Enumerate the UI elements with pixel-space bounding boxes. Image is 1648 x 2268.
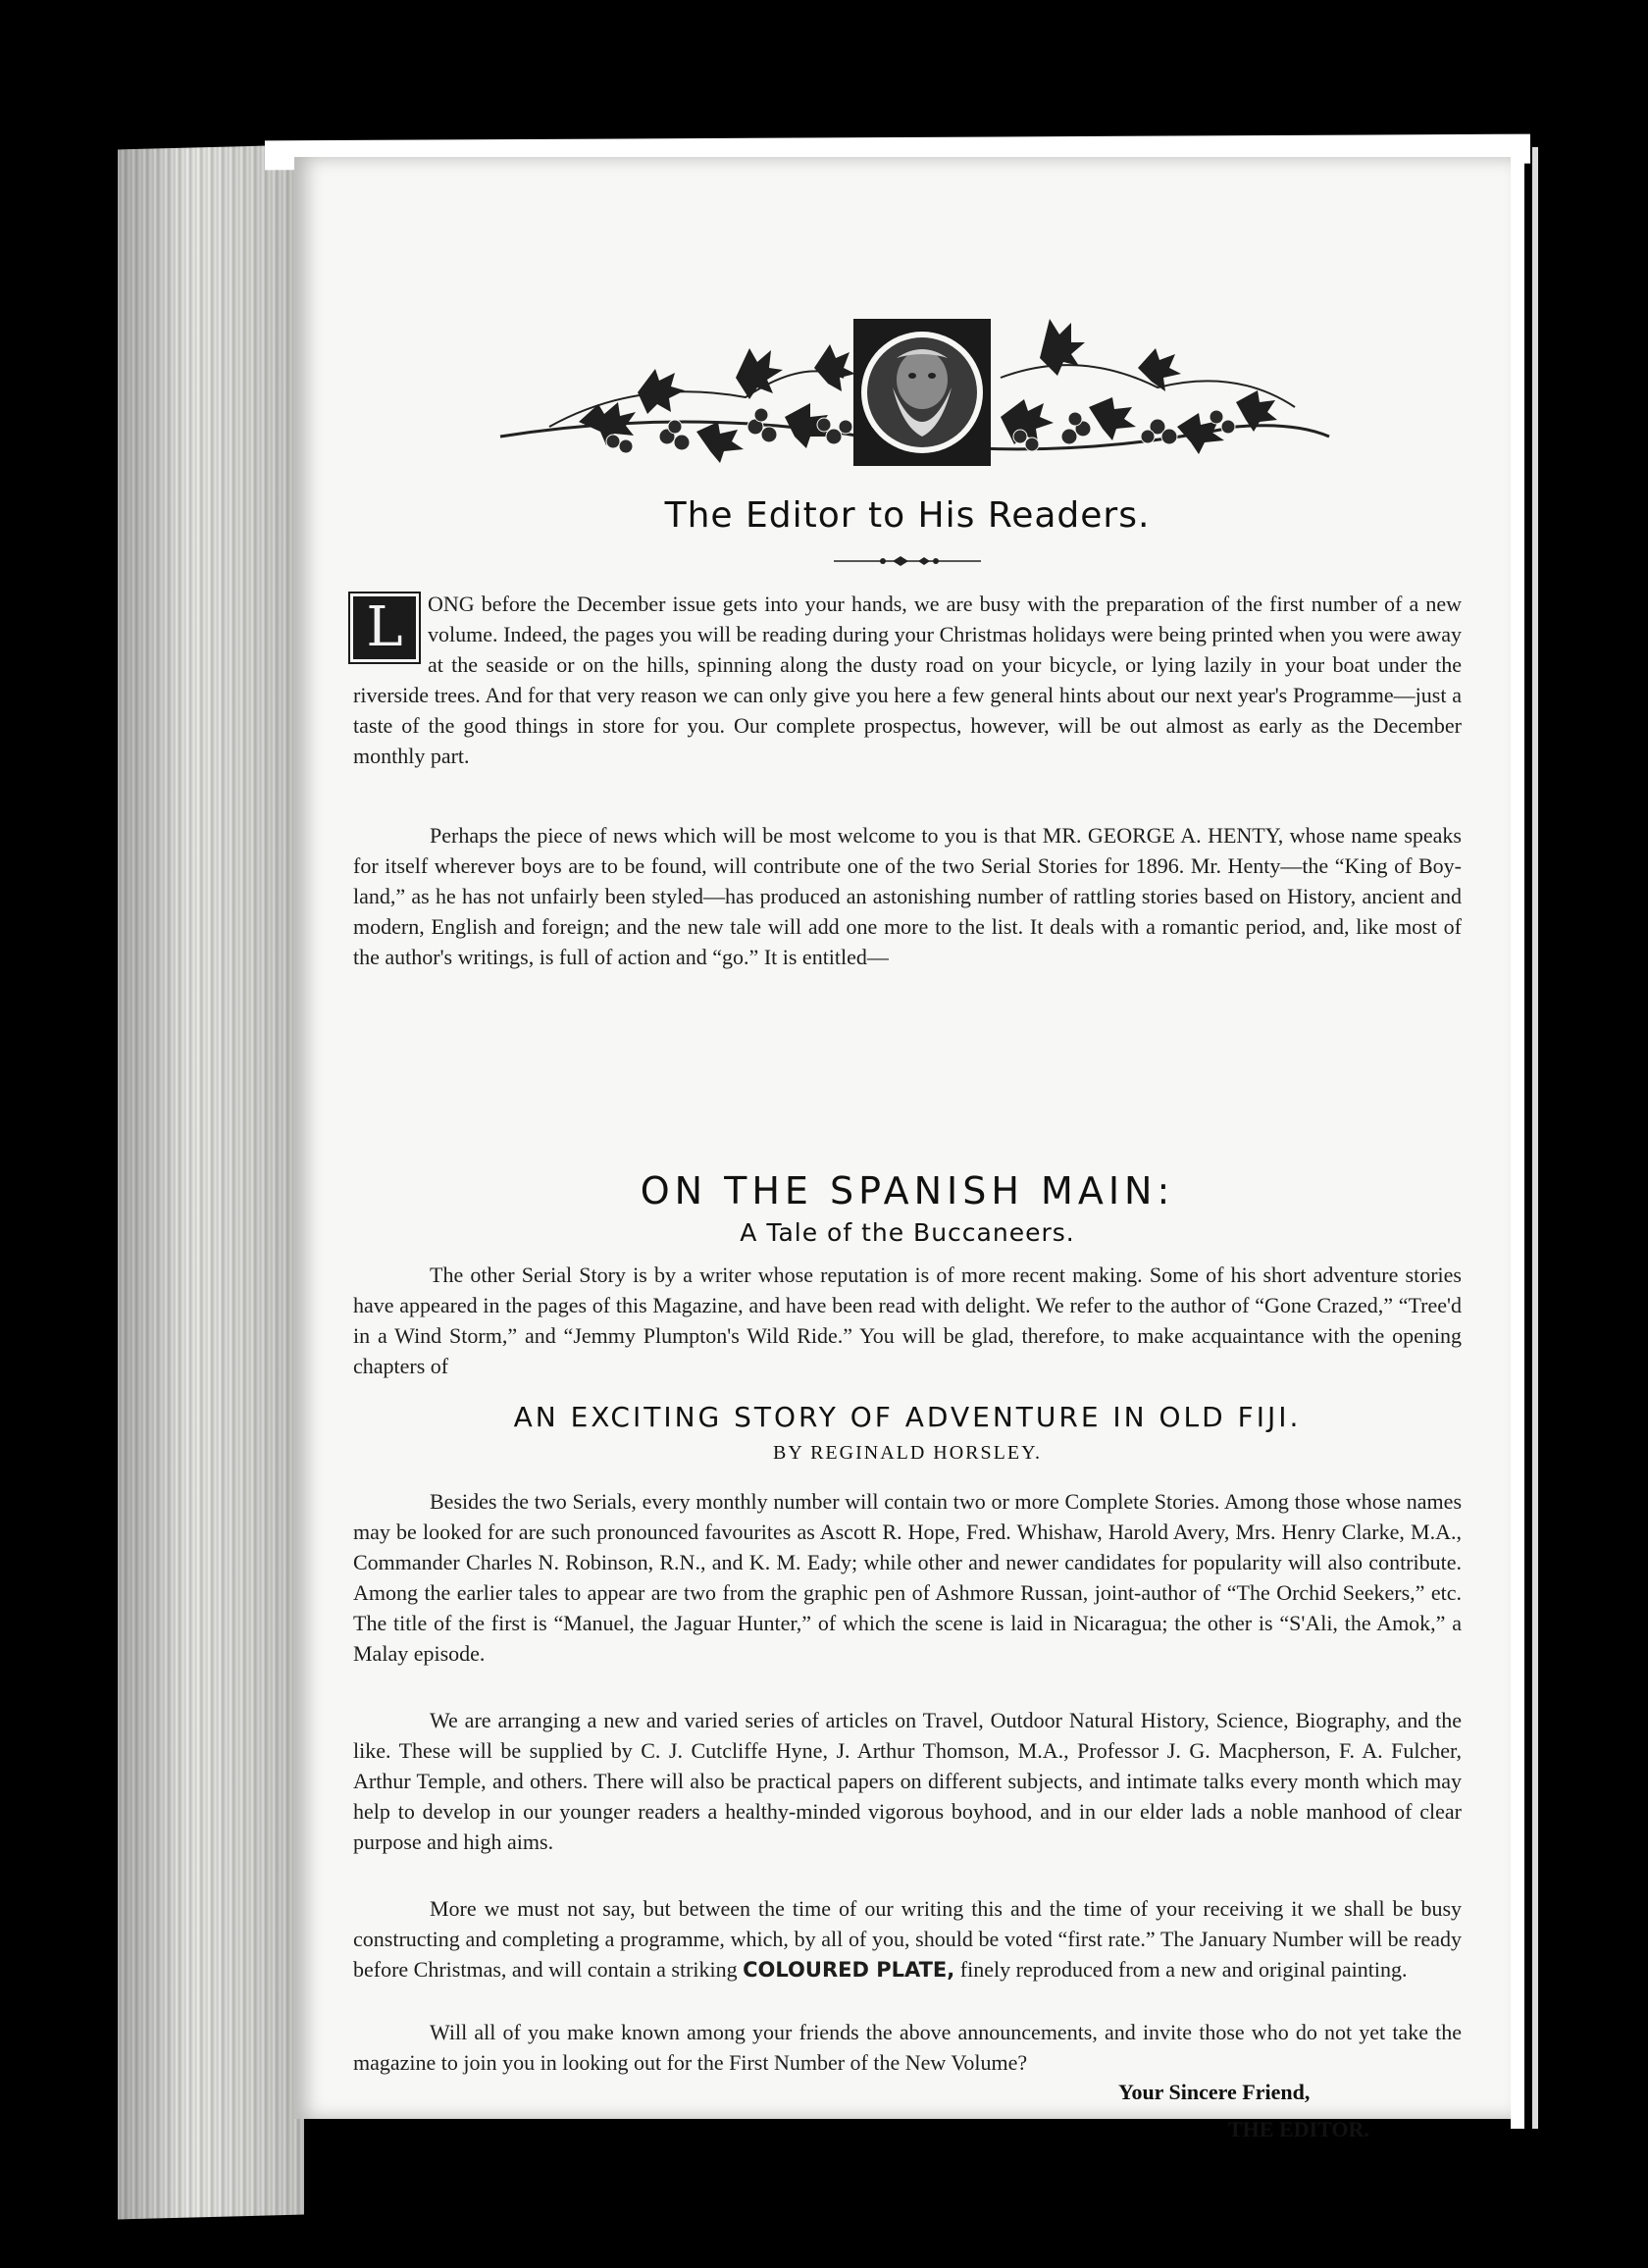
article-title: The Editor to His Readers. <box>664 495 1151 536</box>
drop-cap: L <box>353 596 416 659</box>
paragraph-complete-stories-text: Besides the two Serials, every monthly number will contain two or more Complete Stories. Among those whose names may be looked for are such pronounced favourites as Ascott R. Hope, Fred. Whishaw, Harold Avery, Mrs. Henry Clarke, M.A., Commander Charles N. Robinson, R.N., and K. M. Eady; while other and newer candidates for popularity will also contribute. Among the earlier tales to appear are two from the graphic pen of Ashmore Russan, joint-author of “The Orchid Seekers,” etc. The title of the first is “Manuel, the Jaguar Hunter,” of which the scene is laid in Nicaragua; the other is “S'Ali, the Amok,” a Malay episode. <box>353 1489 1462 1666</box>
paragraph-articles <box>353 1705 1462 1857</box>
page-right-edge <box>1511 147 1524 2129</box>
paragraph-programme <box>353 1893 1462 1985</box>
paragraph-invite-text: Will all of you make known among your friends the above announcements, and invite those who do not yet take the magazine to join you in looking out for the First Number of the New Volume? <box>353 2020 1462 2075</box>
paragraph-intro-text: ONG before the December issue gets into your hands, we are busy with the preparation of the first number of a new volume. Indeed, the pages you will be reading during your Christmas holidays were being printed when you were away at the seaside or on the hills, spinning along the dusty road on your bicycle, or lying lazily in your boat under the riverside trees. And for that very reason we can only give you here a few general hints about our next year's Programme—just a taste of the good things in store for you. Our complete prospectus, however, will be out almost as early as the December monthly part. <box>353 592 1462 768</box>
ornamental-rule-icon <box>834 554 981 568</box>
paragraph-programme-end: finely reproduced from a new and original painting. <box>959 1957 1408 1982</box>
story1-title: ON THE SPANISH MAIN: <box>640 1169 1175 1212</box>
paragraph-complete-stories <box>353 1486 1462 1669</box>
paragraph-articles-text: We are arranging a new and varied series of articles on Travel, Outdoor Natural History, Science, Biography, and the like. These will be supplied by C. J. Cutcliffe Hyne, J. Arthur Thomson, M.A., Professor J. G. Macpherson, F. A. Fulcher, Arthur Temple, and others. There will also be practical papers on different subjects, and intimate talks every month which may help to develop in our younger readers a healthy-minded vigorous boyhood, and in our elder lads a noble manhood of clear purpose and high aims. <box>353 1708 1462 1854</box>
paragraph-henty <box>353 820 1462 972</box>
page-right-shadow <box>1532 147 1538 2129</box>
story2-title: AN EXCITING STORY OF ADVENTURE IN OLD FIJI. <box>513 1401 1302 1433</box>
paragraph-second-serial-text: The other Serial Story is by a writer whose reputation is of more recent making. Some of his short adventure stories have appeared in the pages of this Magazine, and have been read with delight. We refer to the author of “Gone Crazed,” “Tree'd in a Wind Storm,” and “Jemmy Plumpton's Wild Ride.” You will be glad, therefore, to make acquaintance with the opening chapters of <box>353 1263 1462 1378</box>
coloured-plate-label: COLOURED PLATE, <box>743 1958 955 1982</box>
holly-garland-portrait-icon <box>490 289 1334 486</box>
story2-byline: BY REGINALD HORSLEY. <box>773 1442 1042 1464</box>
paragraph-second-serial <box>353 1260 1462 1381</box>
magazine-page <box>294 157 1511 2141</box>
signature: THE EDITOR. <box>1228 2117 1369 2141</box>
paragraph-intro <box>353 589 1462 771</box>
story1-subtitle: A Tale of the Buccaneers. <box>740 1218 1075 1247</box>
paragraph-henty-text: Perhaps the piece of news which will be most welcome to you is that MR. GEORGE A. HENTY, whose name speaks for itself wherever boys are to be found, will contribute one of the two Serial Stories for 1896. Mr. Henty—the “King of Boy-land,” as he has not unfairly been styled—has produced an astonishing number of rattling stories based on History, ancient and modern, English and foreign; and the new tale will add one more to the list. It deals with a romantic period, and, like most of the author's writings, is full of action and “go.” It is entitled— <box>353 823 1462 969</box>
paragraph-programme-text: More we must not say, but between the time of our writing this and the time of your receiving it we shall be busy constructing and completing a programme, which, by all of you, should be voted “first rate.” The January Number will be ready before Christmas, and will contain a striking <box>353 1896 1462 1982</box>
paragraph-invite <box>353 2017 1462 2078</box>
closing-line: Your Sincere Friend, <box>1118 2080 1311 2104</box>
book-page-edges <box>118 145 304 2220</box>
